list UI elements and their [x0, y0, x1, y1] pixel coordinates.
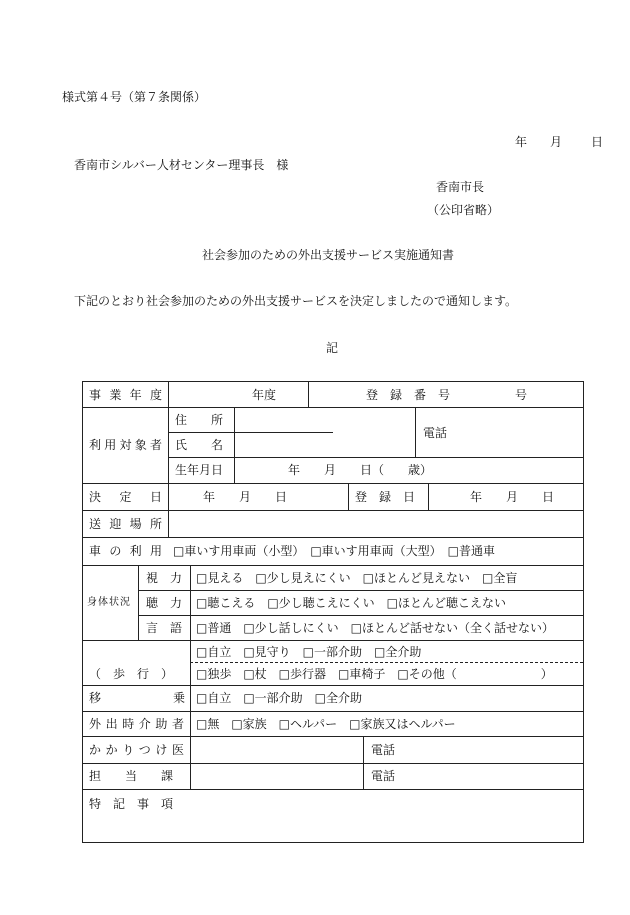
transfer-label: 移 乗 — [89, 691, 186, 705]
registration-number-suffix: 号 — [515, 388, 528, 402]
decision-date-label: 決 定 日 — [89, 490, 162, 504]
registration-date-value: 年 月 日 — [470, 490, 555, 504]
dob-value: 年 月 日（ 歳） — [288, 463, 433, 477]
seal-note: （公印省略） — [427, 203, 500, 217]
walking-label: （ 歩 行 ） — [89, 667, 174, 681]
pickup-place-label: 送 迎 場 所 — [89, 517, 162, 531]
family-doctor-label: か か り つ け 医 — [89, 743, 184, 757]
speech-label: 言 語 — [146, 621, 183, 635]
vision-options: □見える □少し見えにくい □ほとんど見えない □全盲 — [196, 571, 518, 585]
transfer-options: □自立 □一部介助 □全介助 — [196, 691, 363, 705]
vehicle-use-label: 車 の 利 用 — [89, 544, 162, 558]
escort-label: 外 出 時 介 助 者 — [89, 717, 184, 731]
address-label: 住 所 — [175, 413, 224, 427]
fiscal-year-suffix: 年度 — [252, 388, 277, 402]
subject-phone-label: 電話 — [423, 426, 448, 440]
department-phone-label: 電話 — [371, 769, 396, 783]
special-notes-label: 特 記 事 項 — [89, 797, 174, 811]
escort-options: □無 □家族 □ヘルパー □家族又はヘルパー — [196, 717, 456, 731]
form-number: 様式第４号（第７条関係） — [62, 90, 207, 104]
registration-date-label: 登 録 日 — [355, 490, 416, 504]
hearing-options: □聴こえる □少し聴こえにくい □ほとんど聴こえない — [196, 596, 507, 610]
date-day: 日 — [591, 135, 604, 149]
fiscal-year-label: 事 業 年 度 — [89, 388, 162, 402]
vision-label: 視 力 — [146, 571, 183, 585]
dob-label: 生年月日 — [175, 463, 224, 477]
recipient: 香南市シルバー人材センター理事長 様 — [74, 158, 289, 172]
name-label: 氏 名 — [175, 438, 224, 452]
mobility-options: □自立 □見守り □一部介助 □全介助 — [196, 645, 422, 659]
document-title: 社会参加のための外出支援サービス実施通知書 — [202, 248, 455, 262]
decision-date-value: 年 月 日 — [203, 490, 288, 504]
subject-label: 利 用 対 象 者 — [89, 438, 162, 452]
walking-options: □独歩 □杖 □歩行器 □車椅子 □その他（ ） — [196, 667, 553, 681]
speech-options: □普通 □少し話しにくい □ほとんど話せない（全く話せない） — [196, 621, 555, 635]
vehicle-options: □車いす用車両（小型） □車いす用車両（大型） □普通車 — [173, 544, 496, 558]
registration-number-label: 登 録 番 号 — [366, 388, 451, 402]
ki-heading: 記 — [326, 341, 339, 355]
date-month: 月 — [550, 135, 563, 149]
notification-form-table — [82, 381, 584, 843]
body-status-label: 身体状況 — [87, 597, 131, 608]
doctor-phone-label: 電話 — [371, 743, 396, 757]
body-text: 下記のとおり社会参加のための外出支援サービスを決定しましたので通知します。 — [74, 294, 518, 308]
hearing-label: 聴 力 — [146, 596, 183, 610]
sender: 香南市長 — [436, 180, 485, 194]
department-label: 担 当 課 — [89, 769, 174, 783]
date-year: 年 — [515, 135, 528, 149]
